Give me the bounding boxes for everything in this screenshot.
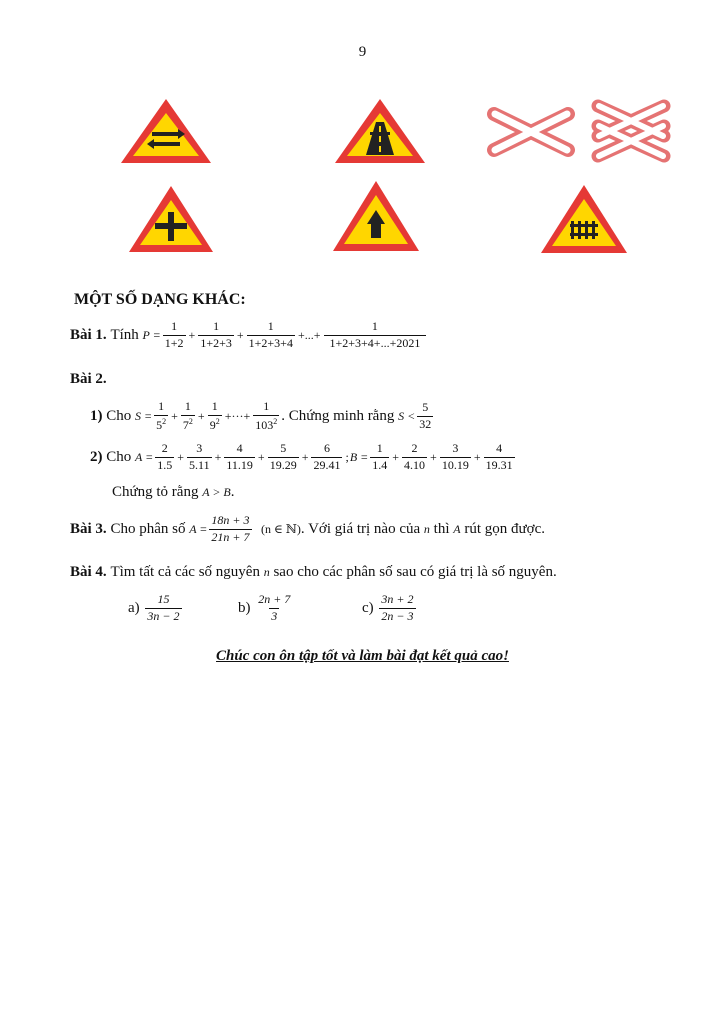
bai2-part1: 1) Cho S = $\frac{1}{5^2}$ + $\frac{1}{7^2}$ + $\frac{1}{9^2}$ +···+ $\frac{1}{103^2}$ . Chứng minh rằng S < $\frac{5}{32}$ xyxy=(90,399,432,432)
bai4-item-c xyxy=(362,593,418,624)
bai3-lhs: A = xyxy=(189,521,208,536)
bai4-label: Bài 4. xyxy=(70,564,107,580)
bai2-b-frac-4: $\frac{4}{19.31}$ xyxy=(485,441,513,472)
bai3-a: A xyxy=(453,521,461,536)
bai2-p1-lhs: S = xyxy=(135,408,153,423)
bai2-b-frac-1: $\frac{1}{1.4}$ xyxy=(372,441,388,472)
bai4-item-c-frac: $\frac{3n + 2}{2n - 3}$ xyxy=(381,592,414,623)
priority-road-sign-icon xyxy=(330,178,422,254)
bai2-p1-text: . Chứng minh rằng xyxy=(281,407,395,424)
bai2-a-frac-3: $\frac{4}{11.19}$ xyxy=(226,441,253,472)
bai2-p1-frac-4: $\frac{1}{103^2}$ xyxy=(255,399,278,432)
bai2-a-frac-2: $\frac{3}{5.11}$ xyxy=(189,441,210,472)
bai2-p1-cho: Cho xyxy=(106,407,132,424)
two-way-traffic-sign-icon xyxy=(118,96,214,166)
bai2-p2-cho: Cho xyxy=(106,448,132,465)
bai4-item-b-label: b) xyxy=(238,599,251,616)
bai4-text2: sao cho các phân số sau có giá trị là số nguyên. xyxy=(273,564,557,580)
bai2-conclusion xyxy=(112,484,235,501)
bai2-b-frac-2: $\frac{2}{4.10}$ xyxy=(404,441,426,472)
bai3-line xyxy=(70,514,545,545)
bai3-text2: . Với giá trị nào của xyxy=(300,520,421,537)
bai1-text: Tính xyxy=(110,326,139,343)
bai2-p1-frac-2: $\frac{1}{7^2}$ xyxy=(182,399,193,432)
bai2-p1-ineq-frac: $\frac{5}{32}$ xyxy=(419,400,432,431)
bai1-dots: +...+ xyxy=(297,327,321,342)
railway-with-barrier-sign-icon xyxy=(538,182,630,256)
bai2-conclusion-math: A > B xyxy=(202,485,231,499)
bai2-p1-frac-1: $\frac{1}{5^2}$ xyxy=(156,399,167,432)
railway-crossbuck-single-icon xyxy=(486,104,576,160)
crossroads-sign-icon xyxy=(126,183,216,255)
bai2-p1-ineq: S < xyxy=(398,408,416,423)
bai3-frac: $\frac{18n + 3}{21n + 7}$ xyxy=(211,513,250,544)
bai3-text4: rút gọn được. xyxy=(464,520,545,537)
bai2-p1-frac-3: $\frac{1}{9^2}$ xyxy=(209,399,220,432)
bai1-label: Bài 1. xyxy=(70,326,107,343)
bai2-a-frac-1: $\frac{2}{1.5}$ xyxy=(157,441,173,472)
expressway-sign-icon xyxy=(332,96,428,166)
bai3-n: n xyxy=(423,521,430,536)
bai1-frac-4: $\frac{1}{1+2+3+4+...+2021}$ xyxy=(324,320,427,351)
bai2-label: Bài 2. xyxy=(70,371,107,387)
bai1-frac-3: $\frac{1}{1+2+3+4}$ xyxy=(248,319,293,350)
bai1-line: Bài 1. Tính P = $\frac{1}{1+2}$ + $\frac{1}{1+2+3}$ + $\frac{1}{1+2+3+4}$ +...+ $\frac{1}{1+2+3+4+...+2021}$ xyxy=(70,320,428,351)
bai3-label: Bài 3. xyxy=(70,520,107,537)
bai2-a-frac-5: $\frac{6}{29.41}$ xyxy=(313,441,341,472)
bai2-p2-lhs-a: A = xyxy=(135,449,154,464)
bai3-condition: (n ∈ ℕ) xyxy=(261,521,301,536)
bai2-b-frac-3: $\frac{3}{10.19}$ xyxy=(441,441,469,472)
closing-message: Chúc con ôn tập tốt và làm bài đạt kết quả cao! xyxy=(216,648,509,664)
bai2-p2-sep: ; xyxy=(345,449,349,464)
bai2-conclusion-text: Chứng tỏ rằng xyxy=(112,484,199,500)
bai4-item-a xyxy=(128,593,184,624)
bai4-item-b-frac: $\frac{2n + 7}{3}$ xyxy=(258,592,291,623)
bai2-conclusion-period: . xyxy=(230,484,235,500)
bai4-item-b xyxy=(238,593,294,624)
bai2-part2: 2) Cho A = $\frac{2}{1.5}$ + $\frac{3}{5.11}$ + $\frac{4}{11.19}$ + $\frac{5}{19.29}$ + $\frac{6}{29.41}$ ; B = $\frac{1}{1.4}$ + $\frac{2}{4.10}$ + $\frac{3}{10.19}$ + $\frac{4}{19.31}$ xyxy=(90,441,513,472)
bai4-item-a-label: a) xyxy=(128,599,140,616)
section-title: MỘT SỐ DẠNG KHÁC: xyxy=(74,291,246,308)
bai4-item-c-label: c) xyxy=(362,599,374,616)
bai4-item-a-frac: $\frac{15}{3n - 2}$ xyxy=(147,592,180,623)
bai4-n: n xyxy=(263,565,270,579)
bai4-text1: Tìm tất cả các số nguyên xyxy=(110,564,260,580)
bai1-frac-2: $\frac{1}{1+2+3}$ xyxy=(200,319,232,350)
bai2-p1-dots: +···+ xyxy=(224,408,251,423)
bai2-p2-lhs-b: B = xyxy=(349,449,369,464)
bai1-frac-1: $\frac{1}{1+2}$ xyxy=(164,319,184,350)
bai1-lhs: P = xyxy=(142,327,161,342)
page-number: 9 xyxy=(358,44,367,60)
bai3-text1: Cho phân số xyxy=(110,520,186,537)
railway-crossbuck-double-icon xyxy=(590,96,672,166)
bai2-p1-number: 1) xyxy=(90,407,103,424)
bai3-text3: thì xyxy=(433,520,450,537)
bai2-p2-number: 2) xyxy=(90,448,103,465)
bai2-a-frac-4: $\frac{5}{19.29}$ xyxy=(269,441,297,472)
bai4-line xyxy=(70,564,557,581)
